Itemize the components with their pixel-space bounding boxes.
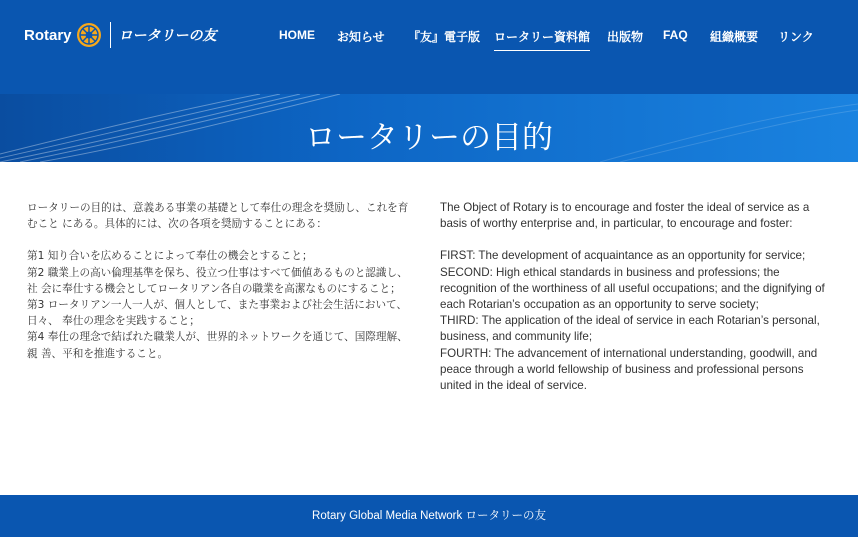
jp-item-1: 第1 知り合いを広めることによって奉仕の機会とすること； [27,250,313,263]
nav-links[interactable]: リンク [778,30,814,44]
english-text-column [440,200,832,394]
japanese-text-column [27,200,415,362]
nav-publications[interactable]: 出版物 [607,30,644,44]
en-item-2: SECOND: High ethical standards in business and professions; the recognition of the worthiness of all useful occupations; and the dignifying of each Rotarian’s occupation as an opportunity to serve society; [440,265,825,312]
jp-item-2: 第2 職業上の高い倫理基準を保ち、役立つ仕事はすべて価値あるものと認識し、社 会に奉仕する機会としてロータリアン各自の職業を高潔なものにすること； [27,266,408,295]
en-item-3: THIRD: The application of the ideal of service in each Rotarian’s personal, business, and community life; [440,314,820,344]
logo-japanese-title: ロータリーの友 [118,28,217,44]
site-footer [0,495,858,537]
site-header [0,0,858,94]
nav-news[interactable]: お知らせ [337,30,385,44]
nav-archive[interactable]: ロータリー資料館 [494,28,590,51]
en-intro: The Object of Rotary is to encourage and foster the ideal of service as a basis of worthy enterprise and, in particular, to encourage and foster: [440,201,810,231]
jp-intro: ロータリーの目的は、意義ある事業の基礎として奉仕の理念を奨励し、これを育むこと にある。具体的には、次の各項を奨励することにある： [27,202,409,231]
nav-digital-edition[interactable]: 『友』電子版 [408,30,481,44]
footer-text: Rotary Global Media Network ロータリーの友 [312,510,546,522]
en-item-1: FIRST: The development of acquaintance as an opportunity for service; [440,249,806,263]
nav-home[interactable]: HOME [279,28,315,42]
logo-brand: Rotary [24,26,72,44]
nav-organization[interactable]: 組織概要 [710,30,759,44]
jp-item-4: 第4 奉仕の理念で結ばれた職業人が、世界的ネットワークを通じて、国際理解、親 善、平和を推進すること。 [27,331,408,360]
main-nav [0,28,858,48]
en-item-4: FOURTH: The advancement of international understanding, goodwill, and peace through a world fellowship of business and professional persons united in the ideal of service. [440,346,818,393]
page-title: ロータリーの目的 [305,120,553,156]
nav-faq[interactable]: FAQ [663,28,688,42]
jp-item-3: 第3 ロータリアン一人一人が、個人として、また事業および社会生活において、日々、 奉仕の理念を実践すること； [27,299,408,328]
